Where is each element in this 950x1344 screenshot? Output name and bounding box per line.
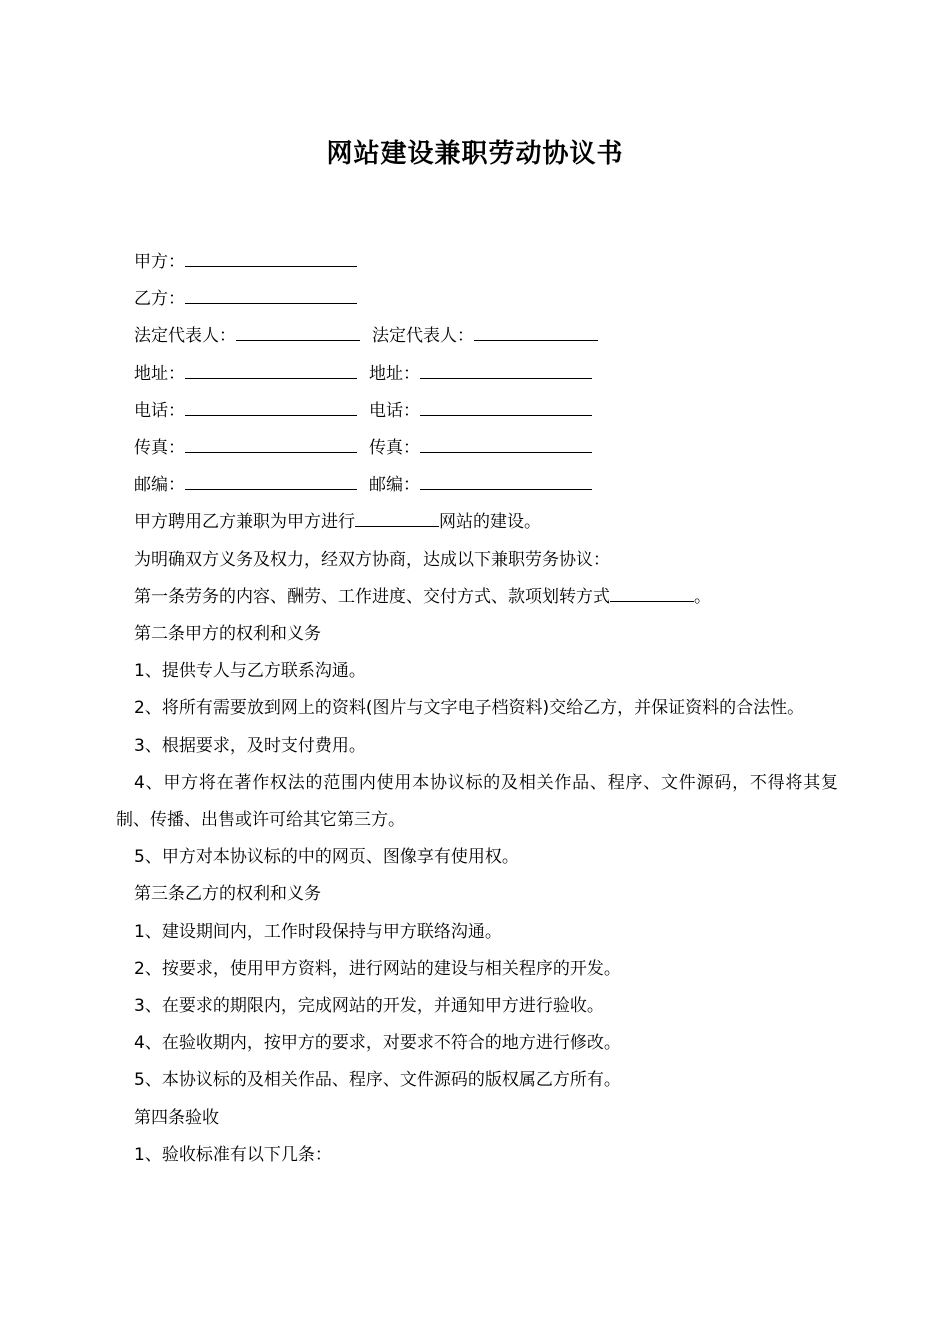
document-body [116, 244, 838, 1174]
article-4-heading: 第四条验收 [134, 1107, 219, 1128]
postcode-b-label: 邮编： [369, 475, 420, 496]
address-b-blank[interactable] [420, 363, 592, 379]
legal-rep-b-label: 法定代表人： [372, 326, 474, 347]
legal-rep-a-blank[interactable] [236, 325, 360, 341]
article-3-item: 4、在验收期内，按甲方的要求，对要求不符合的地方进行修改。 [134, 1033, 621, 1054]
phone-line [116, 393, 838, 430]
address-b-label: 地址： [369, 363, 420, 384]
fax-a-label: 传真： [134, 438, 185, 459]
postcode-a-blank[interactable] [185, 474, 357, 490]
legal-rep-b-blank[interactable] [474, 325, 598, 341]
party-b-line [116, 281, 838, 318]
postcode-b-blank[interactable] [420, 474, 592, 490]
fax-b-blank[interactable] [420, 437, 592, 453]
article-3-item: 3、在要求的期限内，完成网站的开发，并通知甲方进行验收。 [134, 996, 604, 1017]
article-1-blank[interactable] [610, 586, 694, 602]
phone-a-label: 电话： [134, 400, 185, 421]
article-2-item: 3、根据要求，及时支付费用。 [134, 735, 366, 756]
hire-suffix: 网站的建设。 [439, 512, 541, 533]
party-b-blank[interactable] [185, 288, 357, 304]
phone-b-label: 电话： [369, 400, 420, 421]
article-2-heading: 第二条甲方的权利和义务 [134, 624, 321, 645]
article-2-item: 2、将所有需要放到网上的资料(图片与文字电子档资料)交给乙方，并保证资料的合法性。 [134, 698, 805, 719]
article-2-item: 5、甲方对本协议标的中的网页、图像享有使用权。 [134, 847, 519, 868]
party-a-label: 甲方： [134, 252, 185, 272]
fax-b-label: 传真： [369, 438, 420, 459]
article-2-item: 1、提供专人与乙方联系沟通。 [134, 661, 366, 682]
article-4-item: 1、验收标准有以下几条： [134, 1144, 332, 1165]
address-line [116, 356, 838, 393]
phone-a-blank[interactable] [185, 400, 357, 416]
legal-rep-line [116, 318, 838, 355]
article-3-item: 5、本协议标的及相关作品、程序、文件源码的版权属乙方所有。 [134, 1070, 621, 1091]
address-a-label: 地址： [134, 363, 185, 384]
article-3-heading: 第三条乙方的权利和义务 [134, 884, 321, 905]
party-b-label: 乙方： [134, 289, 185, 310]
address-a-blank[interactable] [185, 363, 357, 379]
party-a-line [116, 244, 838, 281]
website-name-blank[interactable] [355, 511, 439, 527]
article-1-line [116, 579, 838, 616]
phone-b-blank[interactable] [420, 400, 592, 416]
article-3-item: 1、建设期间内，工作时段保持与甲方联络沟通。 [134, 921, 502, 942]
document-title: 网站建设兼职劳动协议书 [326, 139, 624, 169]
postcode-line [116, 467, 838, 504]
postcode-a-label: 邮编： [134, 475, 185, 496]
legal-rep-a-label: 法定代表人： [134, 326, 236, 347]
hire-line [116, 504, 838, 541]
fax-line [116, 430, 838, 467]
hire-prefix: 甲方聘用乙方兼职为甲方进行 [134, 512, 355, 533]
fax-a-blank[interactable] [185, 437, 357, 453]
purpose-line: 为明确双方义务及权力，经双方协商，达成以下兼职劳务协议： [134, 549, 610, 570]
article-1-text: 第一条劳务的内容、酬劳、工作进度、交付方式、款项划转方式 [134, 586, 610, 607]
article-1-end: 。 [694, 586, 711, 607]
article-3-item: 2、按要求，使用甲方资料，进行网站的建设与相关程序的开发。 [134, 958, 621, 979]
party-a-blank[interactable] [185, 251, 357, 267]
article-2-item: 4、甲方将在著作权法的范围内使用本协议标的及相关作品、程序、文件源码，不得将其复制、传播、出售或许可给其它第三方。 [116, 772, 838, 831]
